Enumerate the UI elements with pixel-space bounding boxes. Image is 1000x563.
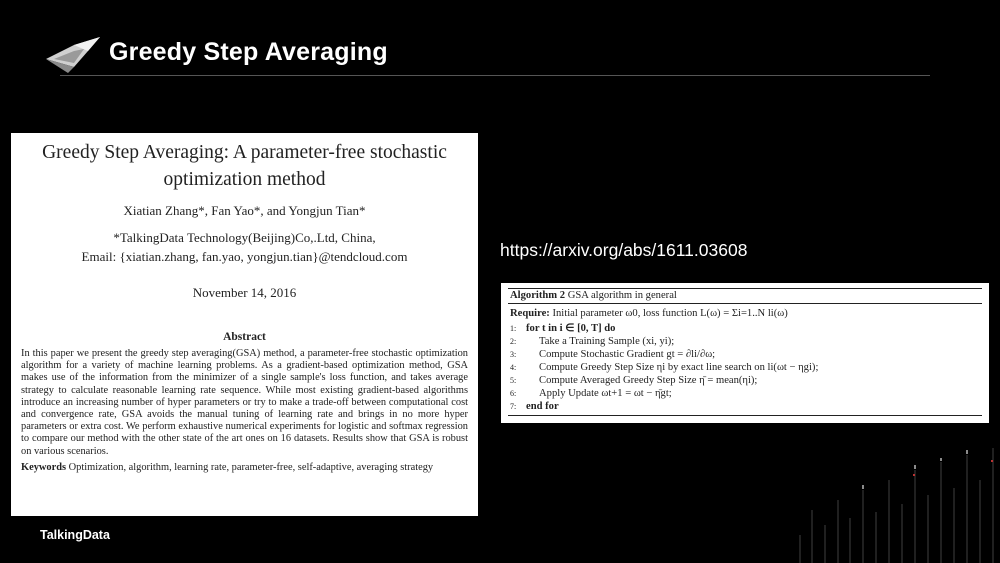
line-text: Compute Stochastic Gradient gt = ∂li/∂ω; [539, 349, 716, 360]
line-text: Compute Averaged Greedy Step Size η̄ = mean(ηi); [539, 375, 758, 386]
paper-affiliation-block [11, 228, 478, 266]
algorithm-rule-top [508, 288, 982, 289]
line-number: 4: [510, 363, 517, 372]
algorithm-line [510, 375, 757, 386]
require-text: Initial parameter ω0, loss function L(ω) = Σi=1..N li(ω) [552, 308, 788, 319]
paper-email: Email: {xiatian.zhang, fan.yao, yongjun.tian}@tendcloud.com [81, 249, 408, 264]
algorithm-line [510, 362, 818, 373]
algorithm-label: Algorithm 2 [510, 290, 566, 301]
line-text: Apply Update ωt+1 = ωt − η̄gt; [539, 388, 672, 399]
line-number: 7: [510, 402, 517, 411]
paper-image [11, 133, 478, 516]
algorithm-line [510, 349, 715, 360]
line-text: Take a Training Sample (xi, yi); [539, 336, 675, 347]
slide-title: Greedy Step Averaging [109, 38, 388, 66]
line-number: 6: [510, 389, 517, 398]
line-number: 2: [510, 337, 517, 346]
brand-wordmark: TalkingData [40, 528, 110, 542]
algorithm-rule-bottom [508, 415, 982, 416]
decorative-lines-graphic [770, 440, 1000, 563]
algorithm-require [510, 308, 788, 319]
paper-affiliation: *TalkingData Technology(Beijing)Co,.Ltd, China, [113, 230, 376, 245]
line-text: end for [526, 401, 559, 412]
algorithm-header [510, 290, 677, 301]
title-divider [60, 75, 930, 76]
line-number: 1: [510, 324, 517, 333]
line-number: 5: [510, 376, 517, 385]
line-text: Compute Greedy Step Size ηi by exact line search on li(ωt − ηgi); [539, 362, 819, 373]
paper-authors: Xiatian Zhang*, Fan Yao*, and Yongjun Tian* [123, 203, 366, 218]
paper-date: November 14, 2016 [192, 285, 297, 300]
require-label: Require: [510, 308, 550, 319]
paper-title [11, 139, 478, 193]
arxiv-link[interactable]: https://arxiv.org/abs/1611.03608 [500, 240, 748, 260]
line-number: 3: [510, 350, 517, 359]
algorithm-box [501, 283, 989, 423]
paper-title-line1: Greedy Step Averaging: A parameter-free stochastic [42, 142, 447, 163]
talkingdata-logo-icon [44, 37, 100, 73]
abstract-heading: Abstract [223, 331, 266, 343]
keywords-label: Keywords [21, 461, 67, 473]
paper-title-line2: optimization method [163, 169, 326, 190]
algorithm-line [510, 401, 559, 412]
line-text: for t in i ∈ [0, T] do [526, 323, 616, 334]
algorithm-line [510, 388, 672, 399]
paper-keywords [21, 462, 468, 474]
algorithm-line [510, 322, 615, 334]
keywords-text: Optimization, algorithm, learning rate, parameter-free, self-adaptive, averaging strategy [68, 461, 434, 473]
algorithm-line [510, 336, 674, 347]
abstract-body: In this paper we present the greedy step averaging(GSA) method, a parameter-free stochastic optimization algorithm for a variety of machine learning problems. As a gradient-based optimization method, GSA makes use of the information from the minimizer of a single sample's loss function, and takes average strategy to calculate reasonable learning rate sequence. While most existing gradient-based algorithms introduce an increasing number of hyper parameters or try to make a trade-off between computational cost and convergence rate, GSA avoids the manual tuning of learning rate and brings in no more hyper parameters or extra cost. We perform exhaustive numerical experiments for logistic and softmax regression to compare our method with the other state of the art ones on 16 datasets. Results show that GSA is robust on various scenarios. [21, 348, 468, 457]
algorithm-rule-mid [508, 303, 982, 304]
algorithm-caption: GSA algorithm in general [567, 290, 677, 301]
